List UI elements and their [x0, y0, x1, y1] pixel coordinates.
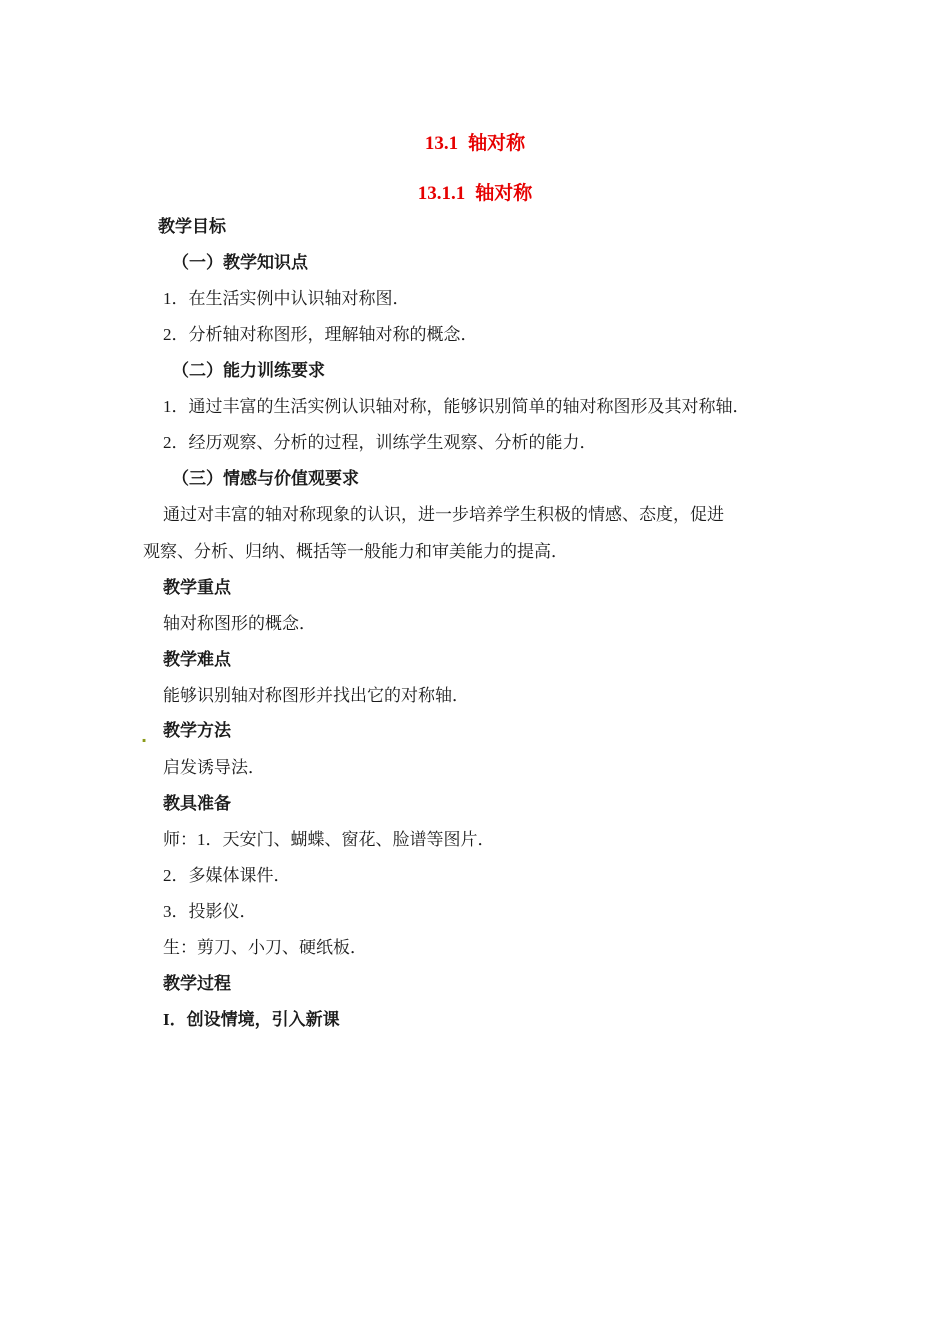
- tools-student-line: 生：剪刀、小刀、硬纸板．: [163, 938, 367, 958]
- difficulty-heading: 教学难点: [163, 650, 231, 670]
- item-number: 3．: [163, 902, 189, 921]
- item-text: 分析轴对称图形，理解轴对称的概念．: [188, 325, 478, 345]
- tools-teacher-item: [163, 865, 291, 887]
- ability-heading: （二）能力训练要求: [172, 361, 325, 381]
- main-title: [0, 128, 950, 155]
- item-text: 通过丰富的生活实例认识轴对称，能够识别简单的轴对称图形及其对称轴．: [188, 397, 750, 417]
- method-heading: 教学方法: [163, 721, 231, 741]
- key-point-text: 轴对称图形的概念．: [163, 614, 316, 634]
- process-heading: 教学过程: [163, 974, 231, 994]
- knowledge-heading: （一）教学知识点: [172, 253, 308, 273]
- teacher-prefix: 师：: [163, 830, 197, 850]
- emotion-heading: （三）情感与价值观要求: [172, 469, 359, 489]
- emotion-paragraph-line2: 观察、分析、归纳、概括等一般能力和审美能力的提高．: [143, 542, 568, 562]
- knowledge-item: [163, 324, 478, 346]
- process-step-1: [163, 1009, 340, 1031]
- main-title-text: 轴对称: [468, 132, 526, 154]
- main-title-number: 13.1: [424, 133, 459, 154]
- item-text: 多媒体课件．: [188, 866, 291, 886]
- tools-teacher-item: [163, 829, 495, 851]
- emotion-paragraph-line1: 通过对丰富的轴对称现象的认识，进一步培养学生积极的情感、态度，促进: [163, 505, 724, 525]
- item-text: 经历观察、分析的过程，训练学生观察、分析的能力．: [188, 433, 597, 453]
- knowledge-item: [163, 288, 410, 310]
- sub-title: [0, 178, 950, 205]
- ability-item: [163, 396, 750, 418]
- objectives-heading: 教学目标: [158, 217, 226, 237]
- sub-title-number: 13.1.1: [417, 183, 466, 204]
- step-number: I．: [163, 1010, 187, 1029]
- method-text: 启发诱导法．: [163, 758, 265, 778]
- item-number: 1．: [197, 830, 223, 849]
- step-text: 创设情境，引入新课: [186, 1010, 340, 1030]
- bullet-marker: .: [141, 727, 148, 746]
- item-text: 天安门、蝴蝶、窗花、脸谱等图片．: [222, 830, 495, 850]
- item-number: 2．: [163, 433, 189, 452]
- ability-item: [163, 432, 597, 454]
- item-number: 1．: [163, 289, 189, 308]
- item-number: 2．: [163, 866, 189, 885]
- item-number: 1．: [163, 397, 189, 416]
- item-number: 2．: [163, 325, 189, 344]
- tools-heading: 教具准备: [163, 794, 231, 814]
- item-text: 在生活实例中认识轴对称图．: [188, 289, 410, 309]
- sub-title-text: 轴对称: [475, 182, 533, 204]
- difficulty-text: 能够识别轴对称图形并找出它的对称轴．: [163, 686, 469, 706]
- item-text: 投影仪．: [188, 902, 257, 922]
- key-point-heading: 教学重点: [163, 578, 231, 598]
- tools-teacher-item: [163, 901, 257, 923]
